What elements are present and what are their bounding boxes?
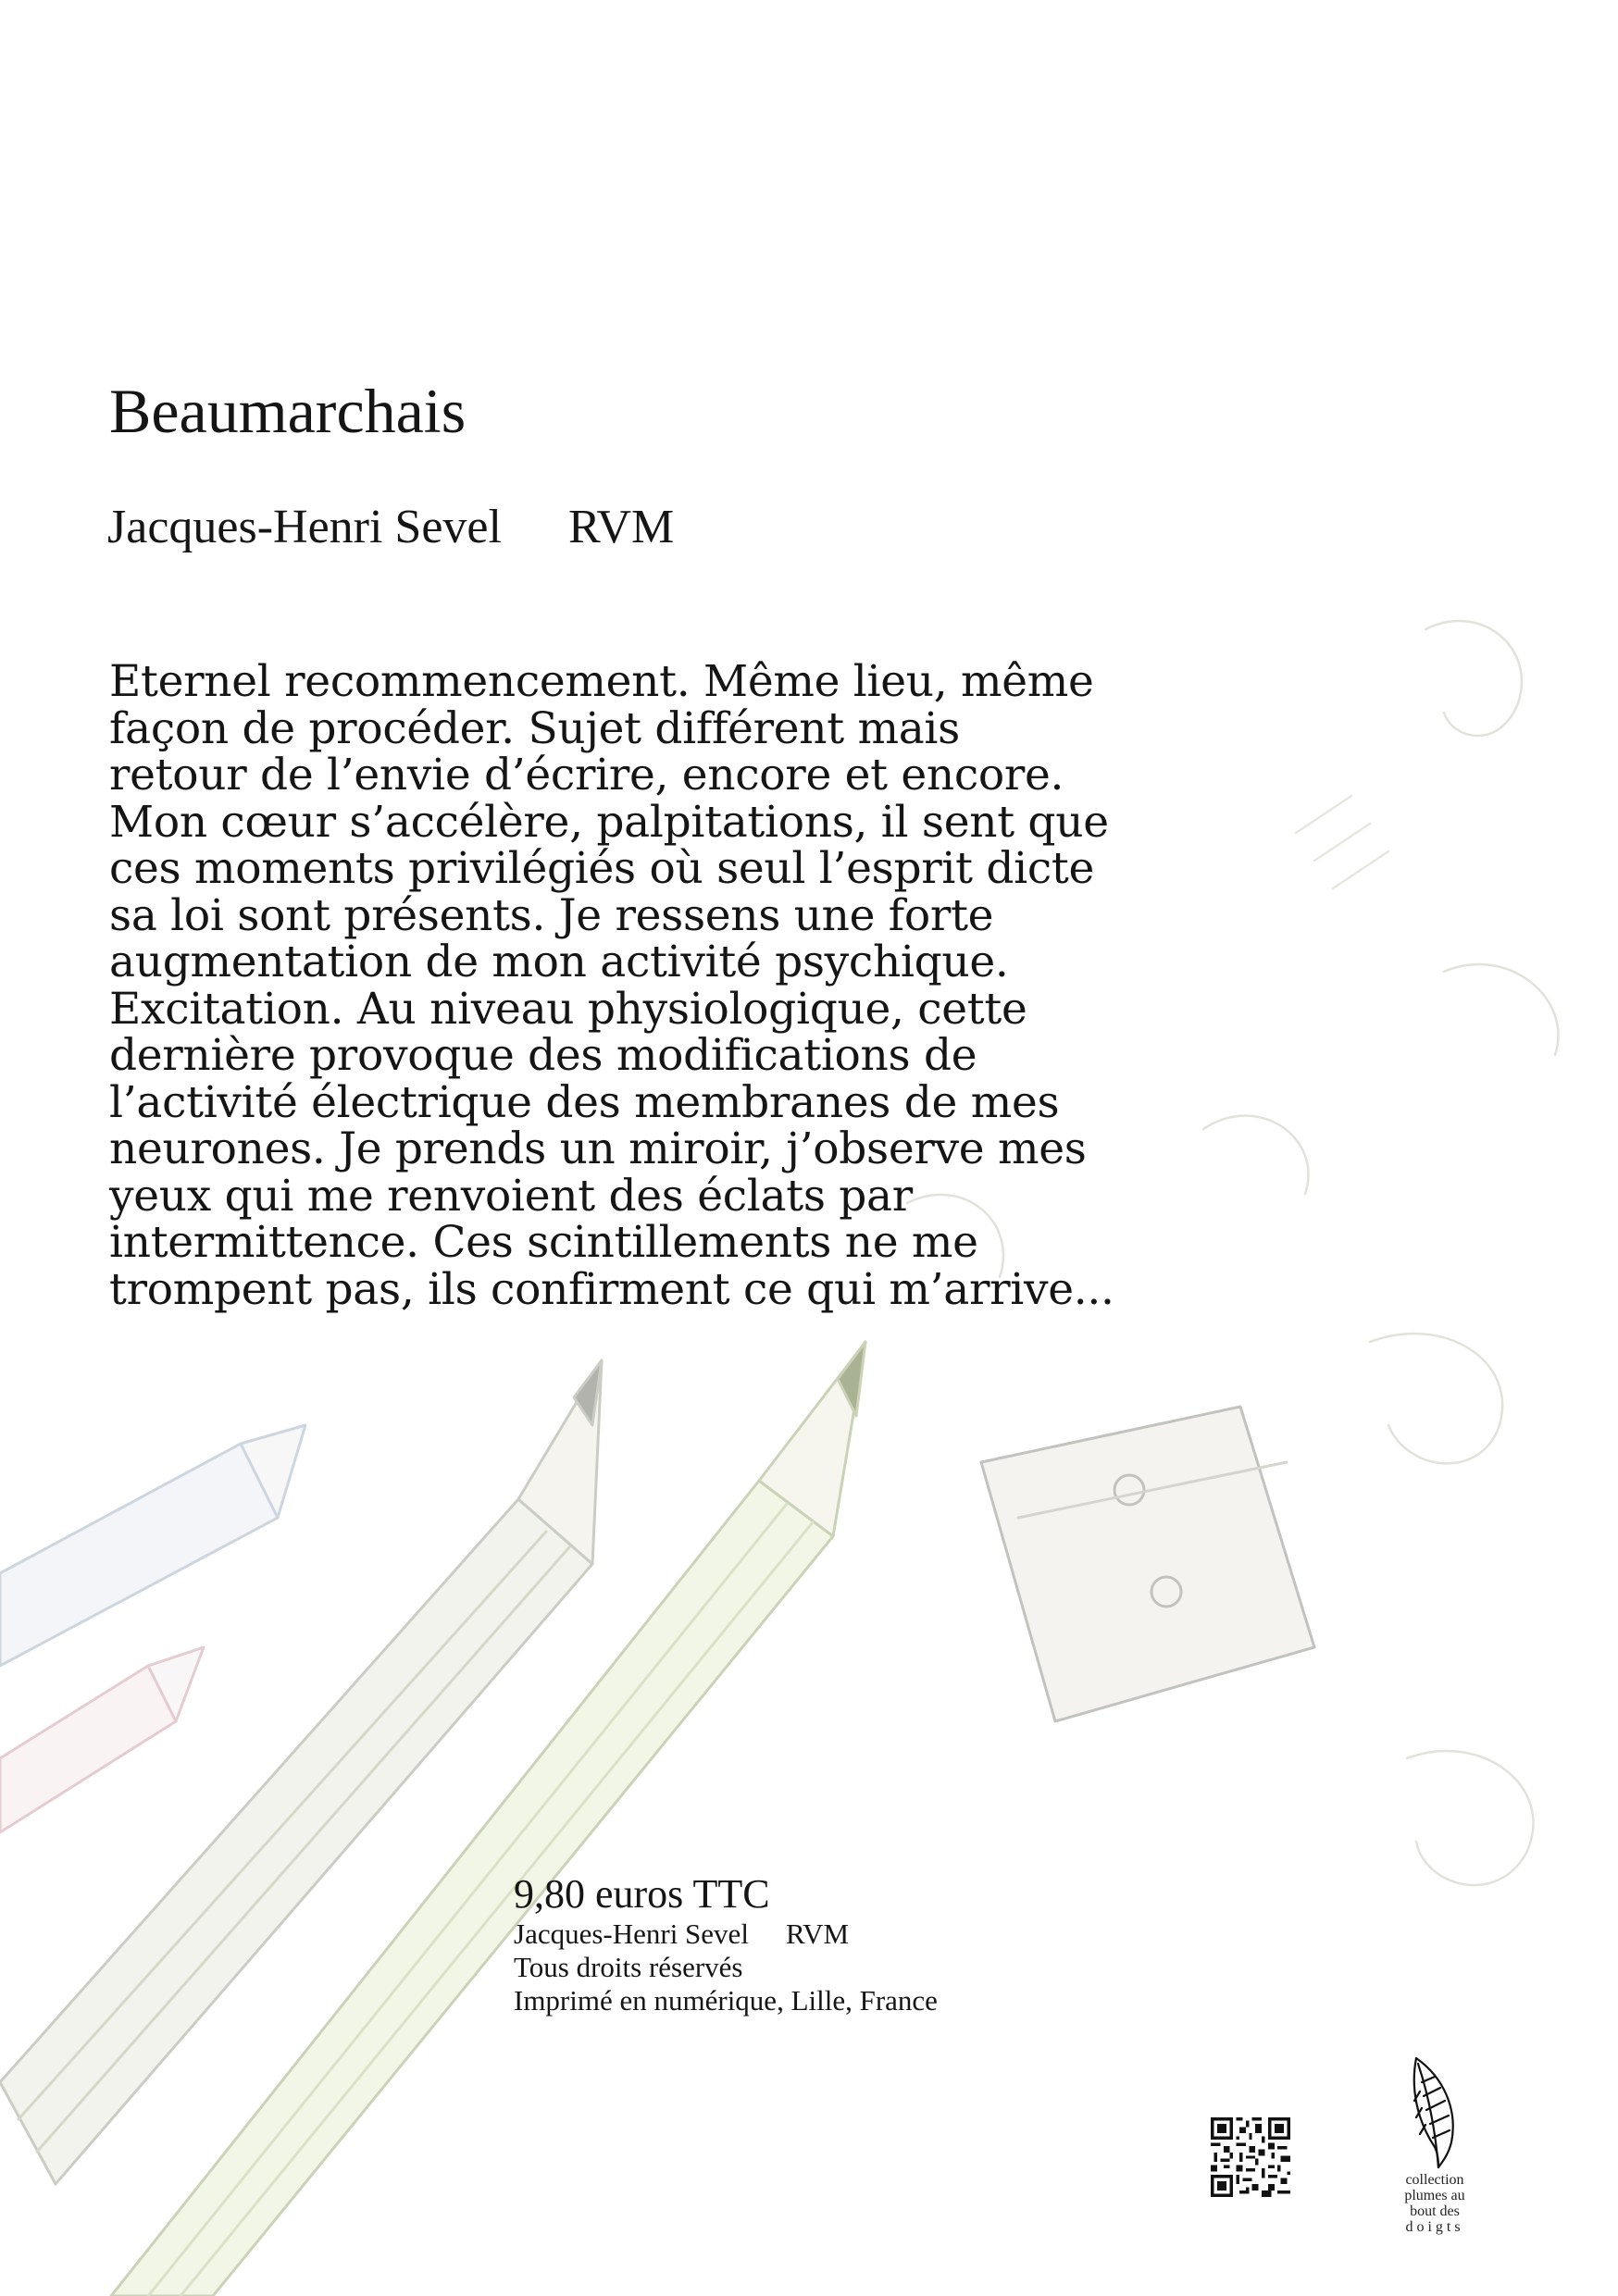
book-title: Beaumarchais [109, 376, 467, 446]
print-location: Imprimé en numérique, Lille, France [514, 1984, 938, 2017]
colophon-author-line [514, 1917, 938, 1951]
collection-name [1388, 2172, 1481, 2235]
byline [107, 500, 674, 554]
pencil-blue-drawing [0, 1425, 305, 1666]
pencil-red-drawing [0, 1647, 204, 1832]
price: 9,80 euros TTC [514, 1871, 770, 1917]
collection-logo [1388, 2054, 1481, 2240]
feather-quill-icon [1407, 2054, 1462, 2170]
logo-line-3: bout des [1410, 2203, 1460, 2219]
back-cover-blurb [109, 656, 1248, 1315]
logo-line-1: collection [1405, 2172, 1464, 2188]
logo-line-4: doigts [1405, 2219, 1464, 2235]
qr-code-icon [1211, 2117, 1290, 2197]
author-name: Jacques-Henri Sevel [107, 501, 502, 553]
rights-notice: Tous droits réservés [514, 1951, 743, 1983]
imprint-name: RVM [567, 501, 675, 553]
colophon-imprint: RVM [785, 1917, 850, 1950]
blurb-text: Eternel recommencement. Même lieu, même façon de procéder. Sujet différent mais retour de l’envie d’écrire, encore et encore. Mon cœur s’accélère, palpitations, il sent que ces moments privilégiés où seul l’esprit dicte sa loi sont présents. Je ressens une forte augmentation de mon activité psychique. Excitation. Au niveau physiologique, cette dernière provoque des modifications de l’activité électrique des membranes de mes neurones. Je prends un miroir, j’observe mes yeux qui me renvoient des éclats par intermittence. Ces scintillements ne me trompent pas, ils confirment ce qui m’arrive... [109, 656, 1114, 1315]
colophon [514, 1871, 938, 2017]
logo-line-2: plumes au [1404, 2188, 1465, 2203]
sharpener-drawing [981, 1407, 1314, 1721]
colophon-author: Jacques-Henri Sevel [514, 1917, 749, 1950]
